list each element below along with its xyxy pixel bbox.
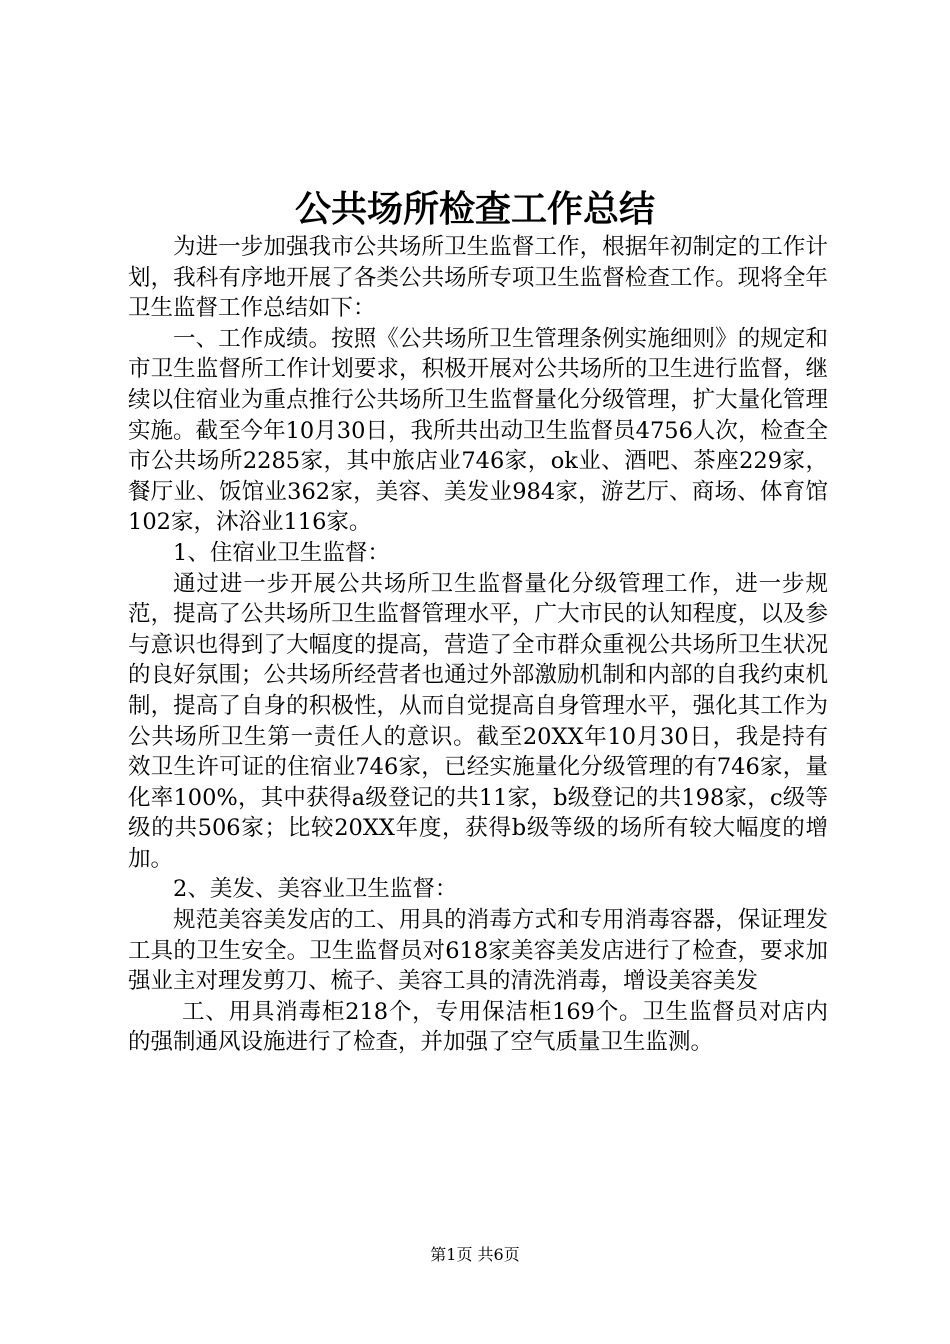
intro-paragraph: 为进一步加强我市公共场所卫生监督工作，根据年初制定的工作计划，我科有序地开展了各类公共场所专项卫生监督检查工作。现将全年卫生监督工作总结如下： — [128, 234, 828, 322]
page-number-footer: 第1页 共6页 — [430, 1245, 520, 1264]
lodging-paragraph: 通过进一步开展公共场所卫生监督量化分级管理工作，进一步规范，提高了公共场所卫生监督管理水平，广大市民的认知程度，以及参与意识也得到了大幅度的提高，营造了全市群众重视公共场所卫生状况的良好氛围；公共场所经营者也通过外部激励机制和内部的自我约束机制，提高了自身的积极性，从而自觉提高自身管理水平，强化其工作为公共场所卫生第一责任人的意识。截至20XX年10月30日，我是持有效卫生许可证的住宿业746家，已经实施量化分级管理的有746家，量化率100%，其中获得a级登记的共11家，b级登记的共198家，c级等级的共506家；比较20XX年度，获得b级等级的场所有较大幅度的增加。 — [128, 570, 828, 872]
document-body — [128, 232, 828, 1058]
beauty-paragraph: 规范美容美发店的工、用具的消毒方式和专用消毒容器，保证理发工具的卫生安全。卫生监督员对618家美容美发店进行了检查，要求加强业主对理发剪刀、梳子、美容工具的清洗消毒，增设美容美发 — [128, 907, 828, 995]
subsection-heading-lodging: 1、住宿业卫生监督： — [173, 539, 390, 566]
beauty-continued-paragraph: 工、用具消毒柜218个，专用保洁柜169个。卫生监督员对店内的强制通风设施进行了检查，并加强了空气质量卫生监测。 — [128, 998, 828, 1056]
section-achievements-paragraph: 一、工作成绩。按照《公共场所卫生管理条例实施细则》的规定和市卫生监督所工作计划要求，积极开展对公共场所的卫生进行监督，继续以住宿业为重点推行公共场所卫生监督量化分级管理，扩大量化管理实施。截至今年10月30日，我所共出动卫生监督员4756人次，检查全市公共场所2285家，其中旅店业746家，ok业、酒吧、茶座229家，餐厅业、饭馆业362家，美容、美发业984家，游艺厅、商场、体育馆102家，沐浴业116家。 — [128, 325, 828, 536]
subsection-heading-beauty: 2、美发、美容业卫生监督： — [173, 876, 458, 903]
document-title: 公共场所检查工作总结 — [294, 188, 655, 230]
